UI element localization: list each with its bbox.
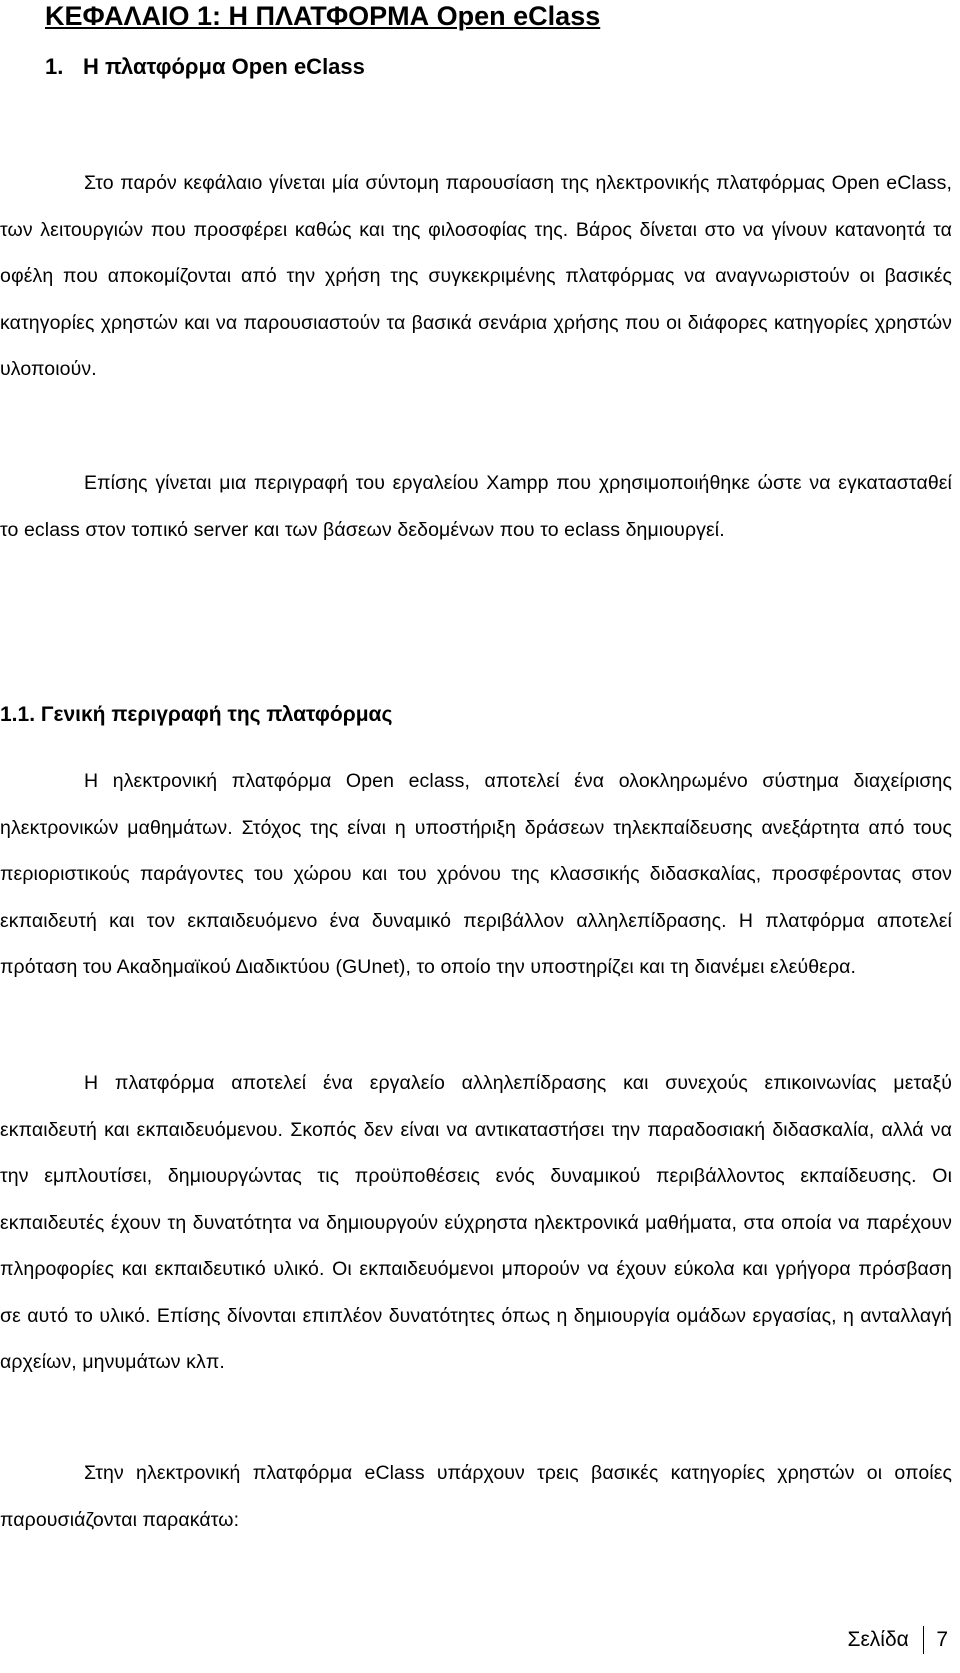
section-title-text: Η πλατφόρμα Open eClass <box>83 54 365 79</box>
section-title <box>45 52 365 82</box>
interaction-paragraph: Η πλατφόρμα αποτελεί ένα εργαλείο αλληλεπίδρασης και συνεχούς επικοινωνίας μεταξύ εκπαιδευτή και εκπαιδευόμενου. Σκοπός δεν είναι να αντικαταστήσει την παραδοσιακή διδασκαλία, αλλά να την εμπλουτίσει, δημιουργώντας τις προϋποθέσεις ενός δυναμικού περιβάλλοντος εκπαίδευσης. Οι εκπαιδευτές έχουν τη δυνατότητα να δημιουργούν εύχρηστα ηλεκτρονικά μαθήματα, στα οποία να παρέχουν πληροφορίες και εκπαιδευτικό υλικό. Οι εκπαιδευόμενοι μπορούν να έχουν εύκολα και γρήγορα πρόσβαση σε αυτό το υλικό. Επίσης δίνονται επιπλέον δυνατότητες όπως η δημιουργία ομάδων εργασίας, η ανταλλαγή αρχείων, μηνυμάτων κλπ. <box>0 1072 952 1373</box>
user-categories-paragraph: Στην ηλεκτρονική πλατφόρμα eClass υπάρχουν τρεις βασικές κατηγορίες χρηστών οι οποίες παρουσιάζονται παρακάτω: <box>0 1462 952 1531</box>
page-footer <box>847 1625 948 1655</box>
section-number: 1. <box>45 54 64 79</box>
page-number: 7 <box>936 1628 948 1651</box>
subsection-title: 1.1. Γενική περιγραφή της πλατφόρμας <box>0 703 393 726</box>
page-label: Σελίδα <box>847 1628 909 1651</box>
xampp-paragraph: Επίσης γίνεται μια περιγραφή του εργαλείου Xampp που χρησιμοποιήθηκε ώστε να εγκατασταθεί το eclass στον τοπικό server και των βάσεων δεδομένων που το eclass δημιουργεί. <box>0 472 952 541</box>
intro-paragraph: Στο παρόν κεφάλαιο γίνεται μία σύντομη παρουσίαση της ηλεκτρονικής πλατφόρμας Open eClass, των λειτουργιών που προσφέρει καθώς και της φιλοσοφίας της. Βάρος δίνεται στο να γίνουν κατανοητά τα οφέλη που αποκομίζονται από την χρήση της συγκεκριμένης πλατφόρμας να αναγνωριστούν οι βασικές κατηγορίες χρηστών και να παρουσιαστούν τα βασικά σενάρια χρήσης που οι διάφορες κατηγορίες χρηστών υλοποιούν. <box>0 172 952 380</box>
overview-paragraph: Η ηλεκτρονική πλατφόρμα Open eclass, αποτελεί ένα ολοκληρωμένο σύστημα διαχείρισης ηλεκτρονικών μαθημάτων. Στόχος της είναι η υποστήριξη δράσεων τηλεκπαίδευσης ανεξάρτητα από τους περιοριστικούς παράγοντες του χώρου και του χρόνου της κλασσικής διδασκαλίας, προσφέροντας στον εκπαιδευτή και τον εκπαιδευόμενο ένα δυναμικό περιβάλλον αλληλεπίδρασης. Η πλατφόρμα αποτελεί πρόταση του Ακαδημαϊκού Διαδικτύου (GUnet), το οποίο την υποστηρίζει και τη διανέμει ελεύθερα. <box>0 770 952 978</box>
chapter-title: ΚΕΦΑΛΑΙΟ 1: Η ΠΛΑΤΦΟΡΜΑ Open eClass <box>45 1 601 31</box>
footer-divider <box>923 1626 925 1654</box>
